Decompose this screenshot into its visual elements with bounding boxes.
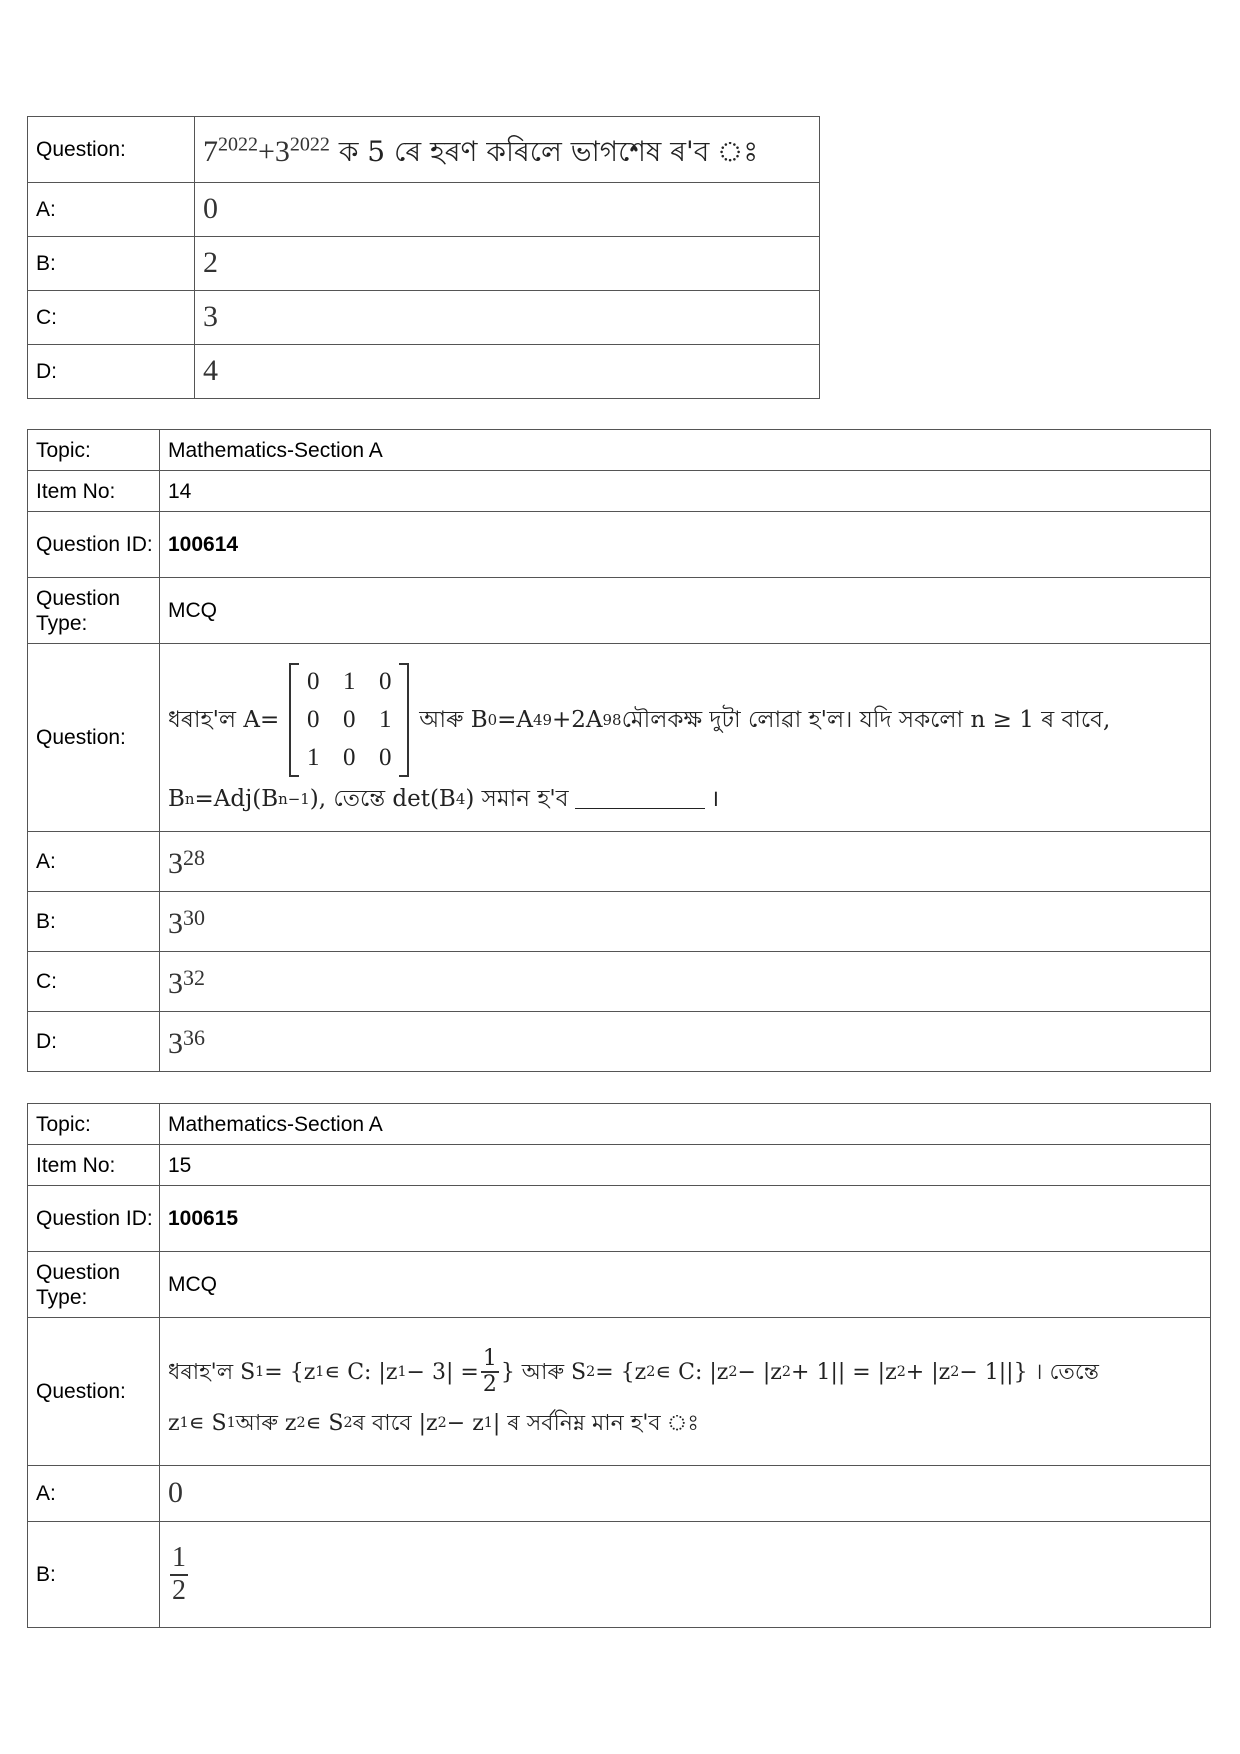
fraction-half: $\frac{1}{2}$ <box>482 1345 497 1397</box>
option-d: 4 <box>195 345 820 399</box>
q-exp-1: 2022 <box>218 133 258 156</box>
question-id-value: 100614 <box>160 512 1211 578</box>
option-label-c: C: <box>28 952 160 1012</box>
question-table-15 <box>27 1103 1211 1628</box>
option-b: $3^{30}$ <box>160 892 1211 952</box>
option-c: $3^{32}$ <box>160 952 1211 1012</box>
question-id-label: Question ID: <box>28 512 160 578</box>
matrix-a: 0 1 0 0 0 1 1 0 0 <box>289 663 409 777</box>
fraction-one-half: $\frac{1}{2}$ <box>172 1541 186 1606</box>
option-b <box>160 1522 1211 1628</box>
option-label-d: D: <box>28 345 195 399</box>
item-no-label: Item No: <box>28 1145 160 1186</box>
q-plus-3: +3 <box>258 134 290 168</box>
q-text-rest: ক 5 ৰে হৰণ কৰিলে ভাগশেষ ৰ'ব ঃ <box>329 134 759 168</box>
question-label: Question: <box>28 644 160 832</box>
question-id-value: 100615 <box>160 1186 1211 1252</box>
question-text <box>195 117 820 183</box>
question-text: ধৰাহ'ল S 1 = {z 1 ∊ C: |z 1 − 3| = $\frac{1}{2}$ } আৰু S 2 = {z 2 ∊ C: |z 2 − |z 2 + 1|| = |z 2 + |z 2 − 1||} । তেন্তে z 1 ∊ S 1 আৰু z 2 ∊ S 2 ৰ বাবে |z 2 − z 1 | ৰ সৰ্বনিম্ন মান হ'ব ঃ <box>160 1318 1211 1466</box>
question-type-label: Question Type: <box>28 578 160 644</box>
topic-value: Mathematics-Section A <box>160 1104 1211 1145</box>
q-base-7: 7 <box>203 134 218 168</box>
option-label-b: B: <box>28 1522 160 1628</box>
topic-value: Mathematics-Section A <box>160 430 1211 471</box>
option-b: 2 <box>195 237 820 291</box>
q-exp-2: 2022 <box>289 133 330 156</box>
question-type-label: Question Type: <box>28 1252 160 1318</box>
question-label: Question: <box>28 117 195 183</box>
option-c: 3 <box>195 291 820 345</box>
option-label-a: A: <box>28 832 160 892</box>
option-a: 0 <box>195 183 820 237</box>
option-label-a: A: <box>28 1466 160 1522</box>
option-label-b: B: <box>28 892 160 952</box>
topic-label: Topic: <box>28 430 160 471</box>
question-label: Question: <box>28 1318 160 1466</box>
option-d: $3^{36}$ <box>160 1012 1211 1072</box>
option-label-d: D: <box>28 1012 160 1072</box>
question-text: ধৰাহ'ল A= 0 1 0 0 0 1 1 0 0 আৰু B 0 =A 49 +2A 98 মৌলকক্ষ দুটা লোৱা হ'ল। যদি সকলো n ≥ 1 ৰ বাবে, B n =Adj(B n−1 ), তেন্তে det(B 4 ) সমান হ'ব । <box>160 644 1211 832</box>
item-no-label: Item No: <box>28 471 160 512</box>
question-table-14 <box>27 429 1211 1072</box>
option-label-b: B: <box>28 237 195 291</box>
option-label-a: A: <box>28 183 195 237</box>
item-no-value: 15 <box>160 1145 1211 1186</box>
option-a: $3^{28}$ <box>160 832 1211 892</box>
question-table-13 <box>27 116 820 399</box>
question-id-label: Question ID: <box>28 1186 160 1252</box>
question-type-value: MCQ <box>160 578 1211 644</box>
option-a: 0 <box>160 1466 1211 1522</box>
question-type-value: MCQ <box>160 1252 1211 1318</box>
option-label-c: C: <box>28 291 195 345</box>
answer-blank <box>575 790 705 809</box>
topic-label: Topic: <box>28 1104 160 1145</box>
item-no-value: 14 <box>160 471 1211 512</box>
